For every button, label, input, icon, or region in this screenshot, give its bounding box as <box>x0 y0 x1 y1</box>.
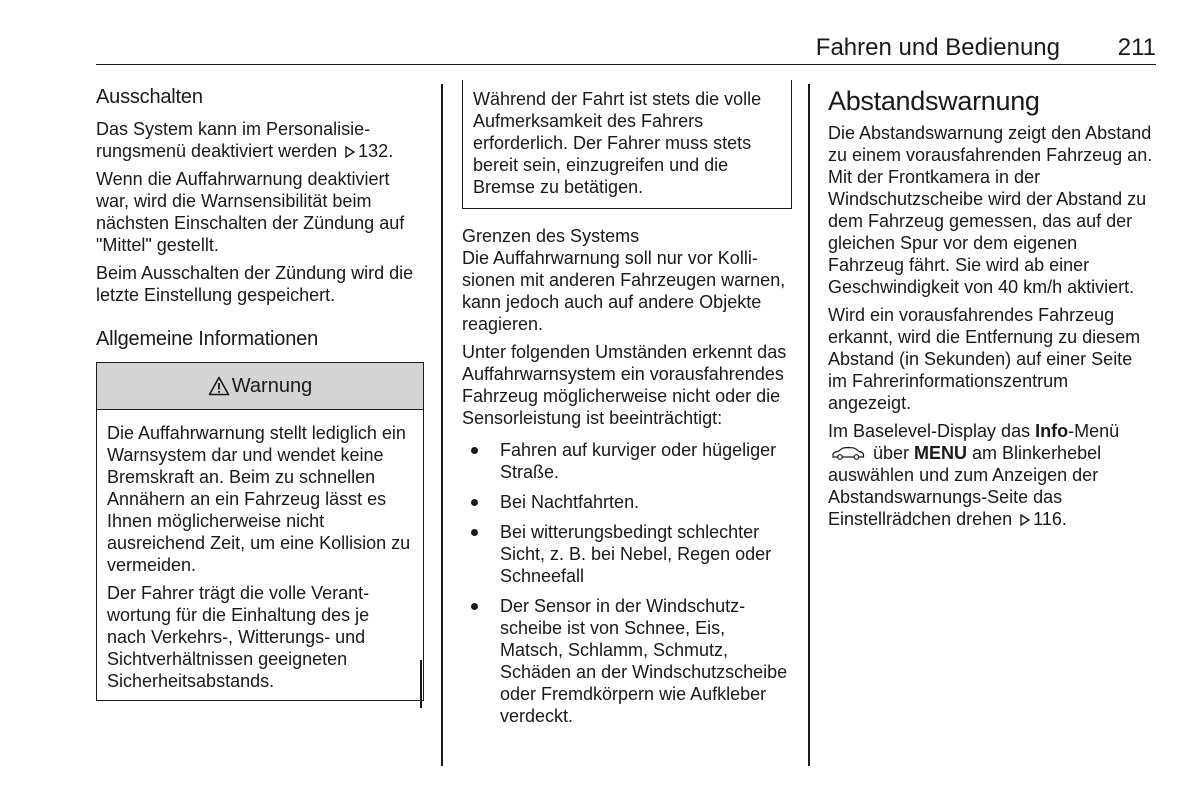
paragraph-text: am Blinkerhebel auswählen und zum Anzeigen der Abstandswarnungs-Seite das Einstellrädchen drehen <box>828 443 1102 529</box>
list-item <box>462 521 792 587</box>
list-item <box>462 439 792 483</box>
paragraph: Wird ein vorausfahrendes Fahrzeug erkannt, wird die Entfernung zu diesem Abstand (in Sekunden) auf einer Seite im Fahrerinformationszentrum angezeigt. <box>828 305 1141 413</box>
list-item <box>462 491 792 513</box>
paragraph: Die Auffahrwarnung soll nur vor Kollisionen mit anderen Fahrzeugen warnen, kann jedoch auch auf andere Objekte reagieren. <box>462 248 786 334</box>
reference-arrow-icon <box>1019 514 1031 526</box>
info-menu-label: Info <box>1035 421 1069 441</box>
paragraph <box>96 118 424 162</box>
list-item <box>462 595 792 727</box>
column-left <box>96 84 424 701</box>
paragraph-text: -Menü <box>1068 421 1120 441</box>
warning-title: Warnung <box>231 375 313 397</box>
paragraph-text: Das System kann im Personalisierungsmenü deaktiviert werden <box>96 119 371 161</box>
section-title: Fahren und Bedienung <box>815 34 1060 61</box>
heading-ausschalten: Ausschalten <box>96 86 203 108</box>
heading-abstandswarnung: Abstandswarnung <box>828 86 1040 116</box>
bullet-list <box>462 439 792 727</box>
warning-paragraph: Der Fahrer trägt die volle Verantwortung für die Einhaltung des je nach Verkehrs-, Witterungs- und Sichtverhältnissen geeigneten Sicherheitsabstands. <box>107 583 370 691</box>
paragraph: Die Abstandswarnung zeigt den Abstand zu einem vorausfahrenden Fahrzeug an. Mit der Frontkamera in der Windschutzscheibe wird der Abstand zu dem Fahrzeug gemessen, das auf der gleichen Spur vor dem eigenen Fahrzeug fährt. Sie wird ab einer Geschwindigkeit von 40 km/h aktiviert. <box>828 123 1153 297</box>
bullet-icon <box>471 603 478 610</box>
bullet-icon <box>471 529 478 536</box>
warning-paragraph: Die Auffahrwarnung stellt lediglich ein Warnsystem dar und wendet keine Bremskraft an. Beim zu schnellen Annähern an ein Fahrzeug lässt es Ihnen möglicherweise nicht ausreichend Zeit, um eine Kollision zu vermeiden. <box>107 423 411 575</box>
paragraph-text: Im Baselevel-Display das <box>828 421 1036 441</box>
paragraph <box>828 420 1156 530</box>
note-text: Während der Fahrt ist stets die volle Aufmerksamkeit des Fahrers erforderlich. Der Fahrer muss stets bereit sein, einzugreifen und die Bremse zu betätigen. <box>473 89 762 197</box>
column-right <box>828 84 1156 536</box>
reference-arrow-icon <box>344 146 356 158</box>
paragraph: Unter folgenden Umständen erkennt das Auffahrwarnsystem ein vorausfahrendes Fahrzeug möglicherweise nicht oder die Sensorleistung ist beeinträchtigt: <box>462 342 787 428</box>
divider <box>420 660 422 708</box>
bullet-icon <box>471 447 478 454</box>
page-number: 211 <box>1117 34 1156 61</box>
warning-box <box>96 362 424 701</box>
warning-body <box>97 410 423 700</box>
paragraph: Wenn die Auffahrwarnung deaktiviert war, wird die Warnsensibilität beim nächsten Einschalten der Zündung auf "Mittel" gestellt. <box>96 169 405 255</box>
heading-grenzen: Grenzen des Systems <box>462 226 640 246</box>
page-reference: 132. <box>358 141 394 161</box>
warning-triangle-icon <box>208 376 230 396</box>
paragraph-text: über <box>868 443 915 463</box>
car-icon <box>831 446 865 460</box>
warning-header <box>97 363 423 410</box>
note-box <box>462 80 792 209</box>
list-item-text: Der Sensor in der Windschutzscheibe ist von Schnee, Eis, Matsch, Schlamm, Schmutz, Schäden an der Windschutzscheibe oder Fremdkörpern wie Aufkleber verdeckt. <box>500 596 788 726</box>
bullet-icon <box>471 499 478 506</box>
list-item-text: Bei witterungsbedingt schlechter Sicht, z. B. bei Nebel, Regen oder Schneefall <box>500 522 772 586</box>
menu-button-label: MENU <box>914 443 968 463</box>
column-divider <box>441 84 443 766</box>
list-item-text: Bei Nachtfahrten. <box>500 492 640 512</box>
list-item-text: Fahren auf kurviger oder hügeliger Straße. <box>500 440 777 482</box>
heading-allgemein: Allgemeine Informationen <box>96 328 318 350</box>
column-divider <box>808 84 810 766</box>
page-header <box>96 30 1156 65</box>
column-middle <box>462 84 792 735</box>
page-reference: 116. <box>1033 509 1067 529</box>
paragraph: Beim Ausschalten der Zündung wird die letzte Einstellung gespeichert. <box>96 263 414 305</box>
